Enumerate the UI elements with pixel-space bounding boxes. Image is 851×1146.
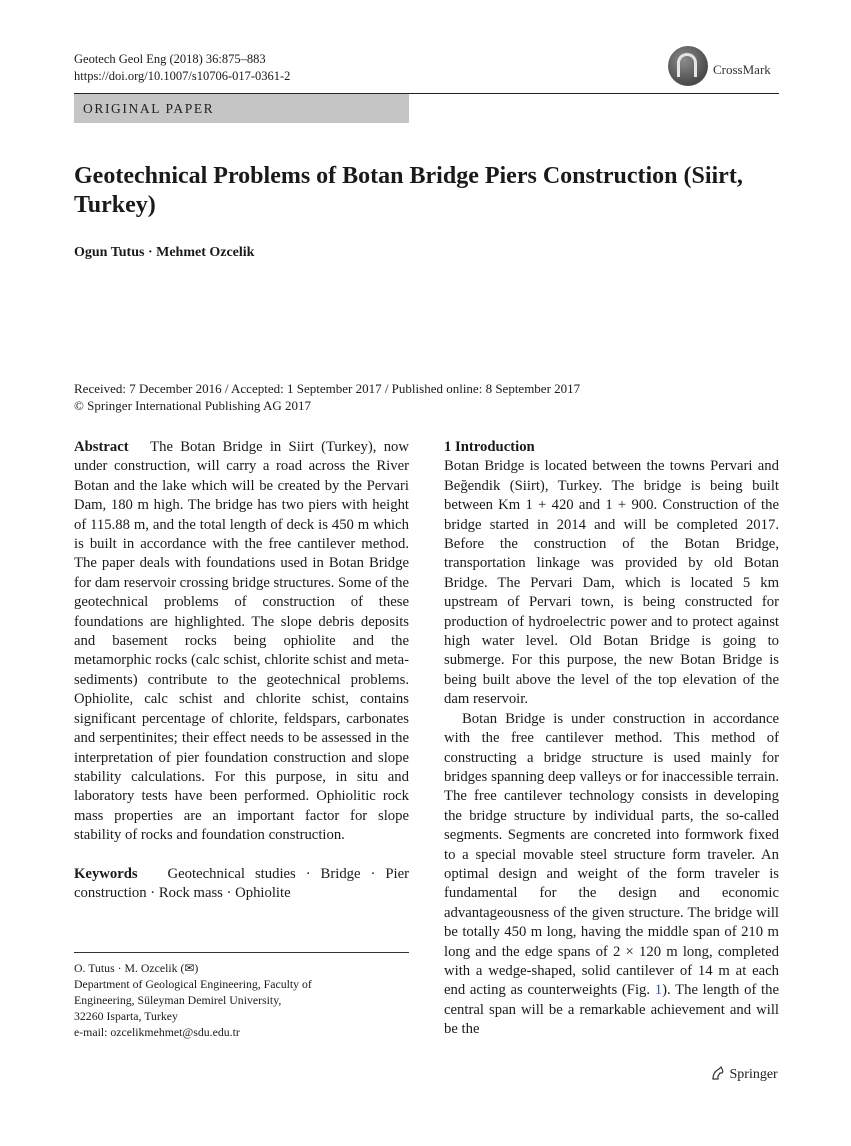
- keywords-text: Geotechnical studies · Bridge · Pier construction · Rock mass · Ophiolite: [74, 865, 409, 902]
- abstract: [74, 438, 409, 846]
- doi-link[interactable]: https://doi.org/10.1007/s10706-017-0361-2: [74, 69, 291, 83]
- dates-line: Received: 7 December 2016 / Accepted: 1 September 2017 / Published online: 8 September 2017: [74, 381, 581, 396]
- section-heading: 1 Introduction: [444, 439, 535, 455]
- article-type-badge: ORIGINAL PAPER: [74, 94, 409, 123]
- crossmark-badge[interactable]: [668, 46, 780, 90]
- publisher-name: Springer: [729, 1067, 778, 1082]
- article-title: Geotechnical Problems of Botan Bridge Piers Construction (Siirt, Turkey): [74, 163, 743, 218]
- springer-horse-icon: [710, 1065, 726, 1081]
- copyright-line: © Springer International Publishing AG 2017: [74, 398, 311, 413]
- affiliation-authors: O. Tutus · M. Ozcelik (✉): [74, 961, 199, 975]
- keywords-heading: Keywords: [74, 865, 138, 882]
- keywords: [74, 865, 409, 904]
- left-column: [74, 438, 409, 904]
- crossmark-icon: [668, 46, 708, 86]
- intro-paragraph-1: Botan Bridge is located between the towns Pervari and Beğendik (Siirt), Turkey. The bridge is being built between Km 1 + 420 and 1 + 900. Construction of the bridge started in 2014 and will be completed 2017. Before the construction of the Botan Bridge, transportation linkage was provided by old Botan Bridge. The Pervari Dam, which is located 5 km upstream of Pervari town, is being constructed for production of hydroelectric power and to protect against high water level. Old Botan Bridge is going to submerge. For this purpose, the new Botan Bridge is being built above the level of the top elevation of the dam reservoir.: [444, 458, 779, 708]
- abstract-text: The Botan Bridge in Siirt (Turkey), now under construction, will carry a road across the River Botan and the lake which will be created by the Pervari Dam, 180 m high. The bridge has two piers with height of 115.88 m, and the total length of deck is 450 m which is built in accordance with the free cantilever method. The paper deals with foundations used in Botan Bridge for dam reservoir crossing bridge structures. Some of the geotechnical problems of construction of these foundations are highlighted. The slope debris deposits and basement rocks being ophiolite and the metamorphic rocks (calc schist, chlorite schist and meta-sediments) contribute to the geotechnical problems. Ophiolite, calc schist and chlorite schist, contains significant percentage of chlorite, feldspars, carbonates and serpentinites; their effect needs to be assessed in the interpretation of pier foundation construction and slope stability calculations. For this purpose, in situ and laboratory tests have been performed. Ophiolitic rock mass properties are an important factor for slope stability of rocks and foundation construction.: [74, 439, 409, 844]
- affiliation-city: 32260 Isparta, Turkey: [74, 1009, 178, 1023]
- affiliation-univ: Engineering, Süleyman Demirel University,: [74, 993, 282, 1007]
- journal-info: [74, 51, 290, 85]
- abstract-heading: Abstract: [74, 439, 129, 455]
- authors: Ogun Tutus · Mehmet Ozcelik: [74, 245, 255, 260]
- author-affiliation: [74, 960, 409, 1040]
- crossmark-label: CrossMark: [713, 62, 771, 77]
- right-column: [444, 438, 779, 1040]
- publisher-footer: [710, 1065, 778, 1083]
- affiliation-email[interactable]: e-mail: ozcelikmehmet@sdu.edu.tr: [74, 1025, 240, 1039]
- intro-para2-start: Botan Bridge is under construction in accordance with the free cantilever method. This method of constructing a bridge structure is used mainly for bridges spanning deep valleys or for inaccessible terrain. The free cantilever technology consists in developing the bridge structure by individual parts, the so-called segments. Segments are concreted into formwork fixed to a special movable steel structure form traveler. An optimal design and weight of the form traveler is fundamental for the design and economic advantageousness of the given structure. The bridge will be totally 450 m long, having the middle span of 210 m long and the edge spans of 2 × 120 m long, completed with a wedge-shaped, solid cantilever of 14 m at each end acting as counterweights (Fig.: [444, 710, 779, 999]
- footnote-divider: [74, 952, 409, 953]
- figure-link[interactable]: 1: [654, 982, 663, 999]
- journal-citation: Geotech Geol Eng (2018) 36:875–883: [74, 52, 266, 66]
- intro-paragraph-2: [444, 710, 779, 1040]
- intro-para2-end: ). The length of the central span will be a remarkable achievement and will be the: [444, 982, 779, 1038]
- affiliation-dept: Department of Geological Engineering, Faculty of: [74, 977, 312, 991]
- article-history: [74, 380, 794, 414]
